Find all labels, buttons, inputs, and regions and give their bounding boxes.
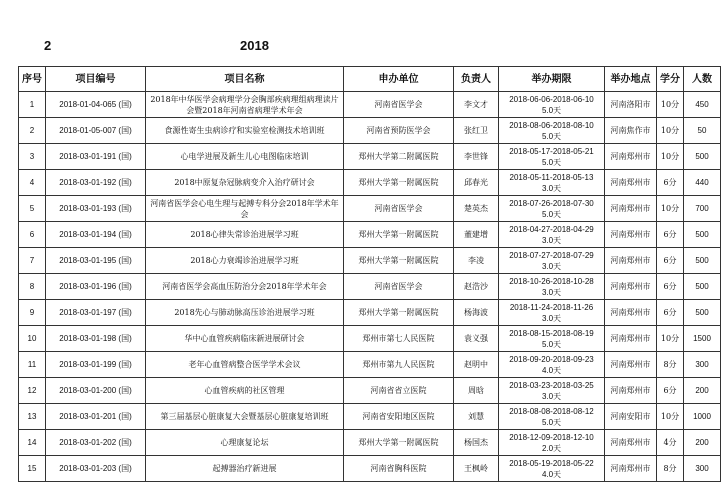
cell-place: 河南郑州市 [605,300,657,326]
cell-credit: 6分 [657,378,684,404]
cell-code: 2018-01-05-007 (国) [46,118,146,144]
table-row [19,170,721,196]
cell-period-line: 2018-11-24-2018-11-26 [509,302,594,312]
document-heading [0,38,702,56]
table-row [19,248,721,274]
cell-place: 河南郑州市 [605,326,657,352]
cell-count: 200 [684,430,721,456]
cell-org: 河南省安阳地区医院 [344,404,454,430]
cell-code: 2018-03-01-203 (国) [46,456,146,482]
cell-period [499,222,605,248]
cell-period-line: 2018-07-27-2018-07-29 [509,250,594,260]
cell-period-line: 2018-08-15-2018-08-19 [509,328,594,338]
table-header-row [19,67,721,92]
cell-place: 河南郑州市 [605,352,657,378]
cell-name-line: 2018心律失常诊治进展学习班 [190,230,299,239]
cell-place: 河南郑州市 [605,378,657,404]
cell-period [499,300,605,326]
cell-code: 2018-03-01-195 (国) [46,248,146,274]
cell-org: 河南省医学会 [344,274,454,300]
cell-period [499,170,605,196]
cell-credit: 10分 [657,404,684,430]
cell-code: 2018-03-01-192 (国) [46,170,146,196]
cell-place: 河南郑州市 [605,144,657,170]
table-row [19,274,721,300]
cell-period-line: 3.0天 [541,261,562,271]
cell-name-line: 2018心力衰竭诊治进展学习班 [190,256,299,265]
cell-name-line: 食源性寄生虫病诊疗和实验室检测技术培训班 [164,126,325,135]
cell-period [499,430,605,456]
heading-year: 2018 [240,38,269,53]
cell-name [146,274,344,300]
cell-org: 河南省胸科医院 [344,456,454,482]
cell-credit: 10分 [657,144,684,170]
cell-name [146,196,344,222]
header-place: 举办地点 [605,67,657,92]
cell-count: 200 [684,378,721,404]
cell-period-line: 2018-03-23-2018-03-25 [509,380,594,390]
cell-name-line: 心理康复论坛 [220,438,269,447]
cell-org: 郑州大学第一附属医院 [344,430,454,456]
cell-no: 15 [19,456,46,482]
header-leader: 负责人 [454,67,499,92]
cell-org: 郑州大学第二附属医院 [344,144,454,170]
header-name: 项目名称 [146,67,344,92]
cell-period-line: 2018-10-26-2018-10-28 [509,276,594,286]
cell-code: 2018-03-01-199 (国) [46,352,146,378]
cell-org: 郑州大学第一附属医院 [344,170,454,196]
header-code: 项目编号 [46,67,146,92]
header-credit: 学分 [657,67,684,92]
cell-leader: 袁义强 [454,326,499,352]
cell-period [499,118,605,144]
cell-org: 郑州市第七人民医院 [344,326,454,352]
cell-no: 14 [19,430,46,456]
cell-leader: 楚英杰 [454,196,499,222]
cell-credit: 6分 [657,222,684,248]
cell-name-line: 起搏器治疗新进展 [212,464,277,473]
cell-place: 河南焦作市 [605,118,657,144]
cell-period-line: 5.0天 [541,339,562,349]
cell-name [146,326,344,352]
cell-leader: 董建增 [454,222,499,248]
cell-name [146,300,344,326]
cell-period-line: 2018-08-08-2018-08-12 [509,406,594,416]
cell-count: 1000 [684,404,721,430]
cell-no: 8 [19,274,46,300]
cell-leader: 李凌 [454,248,499,274]
table-row [19,456,721,482]
cell-credit: 8分 [657,352,684,378]
table-row [19,378,721,404]
cell-org: 河南省医学会 [344,196,454,222]
cell-no: 6 [19,222,46,248]
cell-code: 2018-03-01-201 (国) [46,404,146,430]
cell-leader: 赵浩沙 [454,274,499,300]
cell-name-line: 会 [240,209,249,219]
cell-period-line: 3.0天 [541,287,562,297]
cell-code: 2018-03-01-200 (国) [46,378,146,404]
cell-period-line: 2018-05-17-2018-05-21 [509,146,594,156]
cell-period-line: 2018-07-26-2018-07-30 [509,198,594,208]
cell-name [146,456,344,482]
cell-name-line: 会暨2018年河南省病理学术年会 [186,105,303,115]
cell-period-line: 2018-08-06-2018-08-10 [509,120,594,130]
cell-no: 10 [19,326,46,352]
cell-period-line: 2018-05-11-2018-05-13 [509,172,594,182]
cell-name [146,118,344,144]
table-row [19,196,721,222]
cell-name-line: 河南省医学会高血压防治分会2018年学术年会 [162,282,327,291]
cell-credit: 10分 [657,118,684,144]
cell-no: 7 [19,248,46,274]
cell-period-line: 5.0天 [541,157,562,167]
cell-code: 2018-03-01-197 (国) [46,300,146,326]
cell-name-line: 河南省医学会心电生理与起搏专科分会2018年学术年 [150,198,339,208]
cell-credit: 10分 [657,326,684,352]
cell-period [499,326,605,352]
cell-name-line: 第三届基层心脏康复大会暨基层心脏康复培训班 [160,412,329,421]
cell-name-line: 2018年中华医学会病理学分会胸部疾病理组病理读片 [150,94,339,104]
heading-number: 2 [44,38,52,53]
cell-code: 2018-03-01-196 (国) [46,274,146,300]
cell-credit: 10分 [657,92,684,118]
cell-period-line: 5.0天 [541,417,562,427]
cell-count: 300 [684,456,721,482]
cell-period [499,352,605,378]
cell-leader: 赵明中 [454,352,499,378]
cell-count: 500 [684,248,721,274]
cell-org: 郑州市第九人民医院 [344,352,454,378]
cell-period [499,404,605,430]
cell-no: 13 [19,404,46,430]
cell-period-line: 5.0天 [541,209,562,219]
cell-name-line: 心电学进展及新生儿心电图临床培训 [180,152,309,161]
cell-period-line: 2018-04-27-2018-04-29 [509,224,594,234]
cell-leader: 李文才 [454,92,499,118]
header-count: 人数 [684,67,721,92]
cell-count: 500 [684,222,721,248]
cell-period-line: 3.0天 [541,183,562,193]
cell-name-line: 华中心血管疾病临床新进展研讨会 [184,334,305,343]
cell-count: 440 [684,170,721,196]
cell-place: 河南郑州市 [605,430,657,456]
cell-leader: 张红卫 [454,118,499,144]
cell-code: 2018-03-01-193 (国) [46,196,146,222]
cell-no: 11 [19,352,46,378]
table-row [19,430,721,456]
cell-period-line: 3.0天 [541,235,562,245]
cell-count: 300 [684,352,721,378]
header-org: 申办单位 [344,67,454,92]
cell-code: 2018-01-04-065 (国) [46,92,146,118]
cell-leader: 周晗 [454,378,499,404]
table-row [19,404,721,430]
table-row [19,352,721,378]
project-table [18,66,721,482]
cell-leader: 李世锋 [454,144,499,170]
cell-place: 河南安阳市 [605,404,657,430]
cell-period [499,144,605,170]
cell-count: 500 [684,144,721,170]
cell-no: 3 [19,144,46,170]
cell-leader: 杨国杰 [454,430,499,456]
cell-org: 河南省预防医学会 [344,118,454,144]
cell-place: 河南郑州市 [605,248,657,274]
cell-count: 500 [684,274,721,300]
cell-period [499,378,605,404]
cell-leader: 邱春光 [454,170,499,196]
cell-period-line: 5.0天 [541,105,562,115]
cell-org: 郑州大学第一附属医院 [344,222,454,248]
cell-count: 450 [684,92,721,118]
cell-period-line: 2018-09-20-2018-09-23 [509,354,594,364]
cell-credit: 10分 [657,196,684,222]
cell-place: 河南郑州市 [605,170,657,196]
cell-period-line: 3.0天 [541,391,562,401]
cell-name-line: 2018中原复杂冠脉病变介入治疗研讨会 [174,178,315,187]
cell-count: 50 [684,118,721,144]
cell-period [499,92,605,118]
cell-name [146,144,344,170]
cell-place: 河南郑州市 [605,274,657,300]
cell-place: 河南郑州市 [605,222,657,248]
cell-period-line: 4.0天 [541,469,562,479]
table-row [19,222,721,248]
cell-count: 700 [684,196,721,222]
cell-place: 河南郑州市 [605,456,657,482]
table-body [19,92,721,482]
cell-org: 河南省医学会 [344,92,454,118]
cell-credit: 4分 [657,430,684,456]
table-row [19,300,721,326]
cell-no: 2 [19,118,46,144]
cell-period-line: 2018-06-06-2018-06-10 [509,94,594,104]
cell-no: 1 [19,92,46,118]
cell-period-line: 3.0天 [541,313,562,323]
cell-name-line: 心血管疾病的社区管理 [204,386,285,395]
cell-name [146,248,344,274]
cell-period [499,274,605,300]
cell-no: 9 [19,300,46,326]
cell-period [499,248,605,274]
cell-name [146,378,344,404]
cell-period [499,196,605,222]
cell-code: 2018-03-01-202 (国) [46,430,146,456]
cell-period [499,456,605,482]
cell-count: 500 [684,300,721,326]
cell-name-line: 老年心血管病整合医学学术会议 [188,360,301,369]
cell-period-line: 2.0天 [541,443,562,453]
cell-credit: 6分 [657,274,684,300]
cell-period-line: 2018-12-09-2018-12-10 [509,432,594,442]
table-row [19,92,721,118]
cell-name [146,92,344,118]
cell-place: 河南郑州市 [605,196,657,222]
cell-name [146,404,344,430]
cell-period-line: 4.0天 [541,365,562,375]
cell-code: 2018-03-01-198 (国) [46,326,146,352]
cell-leader: 刘慧 [454,404,499,430]
table-row [19,118,721,144]
cell-name [146,170,344,196]
cell-period-line: 2018-05-19-2018-05-22 [509,458,594,468]
cell-credit: 6分 [657,300,684,326]
cell-code: 2018-03-01-191 (国) [46,144,146,170]
cell-name [146,352,344,378]
cell-name [146,222,344,248]
cell-credit: 6分 [657,248,684,274]
cell-credit: 6分 [657,170,684,196]
table-row [19,326,721,352]
cell-org: 郑州大学第一附属医院 [344,248,454,274]
cell-no: 12 [19,378,46,404]
cell-period-line: 5.0天 [541,131,562,141]
cell-name-line: 2018先心与肺动脉高压诊治进展学习班 [174,308,315,317]
header-no: 序号 [19,67,46,92]
cell-credit: 8分 [657,456,684,482]
table-row [19,144,721,170]
cell-leader: 王枫岭 [454,456,499,482]
cell-org: 河南省省立医院 [344,378,454,404]
cell-count: 1500 [684,326,721,352]
cell-place: 河南洛阳市 [605,92,657,118]
cell-no: 5 [19,196,46,222]
header-period: 举办期限 [499,67,605,92]
cell-code: 2018-03-01-194 (国) [46,222,146,248]
cell-org: 郑州大学第一附属医院 [344,300,454,326]
cell-name [146,430,344,456]
cell-leader: 杨海波 [454,300,499,326]
cell-no: 4 [19,170,46,196]
